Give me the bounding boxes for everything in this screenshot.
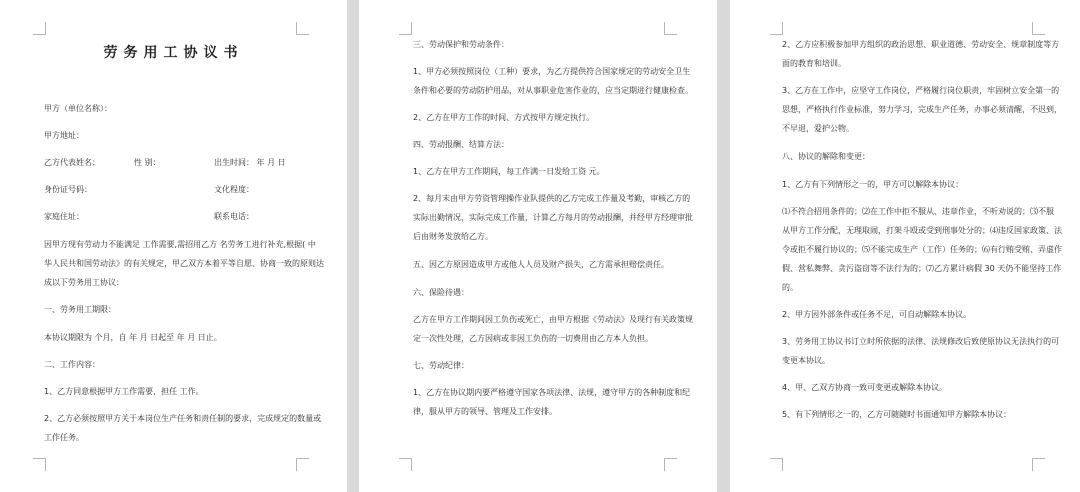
text-line: 本协议期限为 个月，自 年 月 日起至 年 月 日止。	[44, 333, 222, 342]
text-line: 2、乙方必须按照甲方关于本岗位生产任务和责任制的要求，完成规定的数量或	[44, 414, 322, 423]
text-line: 性 别：	[134, 158, 161, 167]
document-page-3	[730, 0, 1080, 492]
crop-mark-top-left	[770, 22, 783, 35]
crop-mark-bottom-right	[296, 458, 309, 471]
text-line: 乙方在甲方工作期间因工负伤或死亡，由甲方根据《劳动法》及现行有关政策规	[413, 315, 693, 324]
text-line: 1、甲方必须按照岗位（工种）要求，为乙方提供符合国家规定的劳动安全卫生	[413, 67, 691, 76]
crop-mark-top-right	[296, 22, 309, 35]
text-line: 令或拒不履行协议的；⑸不能完成生产（工作）任务的；⑹有行贿受贿、弄虚作	[782, 245, 1062, 254]
text-line: 四、劳动报酬、结算方法：	[413, 140, 509, 149]
text-line: 因甲方现有劳动力不能满足 工作需要,需招用乙方 名劳务工进行补充,根据( 中	[44, 240, 316, 249]
text-line: 文化程度：	[214, 185, 254, 194]
text-line: 甲方地址：	[44, 131, 84, 140]
text-line: 变更本协议。	[782, 356, 830, 365]
text-line: 三、劳动保护和劳动条件：	[413, 40, 509, 49]
crop-mark-top-right	[1032, 22, 1045, 35]
crop-mark-top-left	[33, 22, 46, 35]
text-line: 4、甲、乙双方协商一致可变更或解除本协议。	[782, 383, 948, 392]
text-line: 出生时间： 年 月 日	[214, 158, 286, 167]
text-line: 华人民共和国劳动法》的有关规定，甲乙双方本着平等自愿、协商一致的原则达	[44, 259, 324, 268]
text-line: 不早退，爱护公物。	[782, 124, 854, 133]
crop-mark-bottom-left	[770, 458, 783, 471]
text-line: 2、每月末由甲方劳资管理操作业队提供的乙方完成工作量及考勤，审核乙方的	[413, 194, 691, 203]
document-page-2	[359, 0, 717, 492]
text-line: 二、工作内容：	[44, 360, 100, 369]
text-line: 六、保险待遇：	[413, 288, 469, 297]
text-line: 后由财务发放给乙方。	[413, 232, 493, 241]
text-line: 3、劳务用工协议书订立时所依据的法律、法规修改后致使原协议无法执行的可	[782, 337, 1060, 346]
text-line: 乙方代表姓名：	[44, 158, 100, 167]
text-line: 家庭住址：	[44, 212, 84, 221]
text-line: 思想，严格执行作业标准，努力学习，完成生产任务，办事必须清醒，不迟到，	[782, 105, 1062, 114]
text-line: 八、协议的解除和变更：	[782, 152, 870, 161]
text-line: 一、劳务用工期限：	[44, 305, 116, 314]
text-line: 面的教育和培训。	[782, 59, 846, 68]
document-title: 劳务用工协议书	[103, 45, 244, 61]
crop-mark-top-right	[664, 22, 677, 35]
text-line: ⑴不符合招用条件的；⑵在工作中拒不服从、违章作业，不听劝说的；⑶不服	[782, 207, 1054, 216]
text-line: 假、营私舞弊、贪污盗窃等不法行为的；⑺乙方累计病假 30 天仍不能坚持工作	[782, 264, 1062, 273]
text-line: 2、甲方因外部条件或任务不足，可自动解除本协议。	[782, 310, 972, 319]
document-page-1	[0, 0, 347, 492]
crop-mark-bottom-left	[399, 458, 412, 471]
text-line: 条件和必要的劳动防护用品，对从事职业危害作业的，应当定期进行健康检查。	[413, 86, 693, 95]
text-line: 3、乙方在工作中，应坚守工作岗位，严格履行岗位职责，牢固树立安全第一的	[782, 86, 1060, 95]
crop-mark-top-left	[399, 22, 412, 35]
text-line: 1、乙方同意根据甲方工作需要，担任 工作。	[44, 387, 204, 396]
text-line: 2、乙方应积极参加甲方组织的政治思想、职业道德、劳动安全、规章制度等方	[782, 40, 1060, 49]
text-line: 成以下劳务用工协议：	[44, 278, 124, 287]
text-line: 工作任务。	[44, 433, 84, 442]
text-line: 律，服从甲方的领导、管理及工作安排。	[413, 407, 557, 416]
text-line: 从甲方工作分配，无理取闹，打架斗殴或受到刑事处分的；⑷违反国家政策、法	[782, 226, 1062, 235]
crop-mark-bottom-right	[1032, 458, 1045, 471]
text-line: 定一次性处理，乙方因病或非因工负伤的一切费用由乙方本人负担。	[413, 334, 653, 343]
text-line: 实际出勤情况，实际完成工作量，计算乙方每月的劳动报酬，并经甲方经理审批	[413, 213, 693, 222]
text-line: 联系电话：	[214, 212, 254, 221]
text-line: 1、乙方有下列情形之一的，甲方可以解除本协议：	[782, 180, 964, 189]
text-line: 身份证号码：	[44, 185, 92, 194]
text-line: 五、因乙方原因造成甲方或他人人员及财产损失，乙方需承担赔偿责任。	[413, 260, 669, 269]
text-line: 甲方（单位名称）：	[44, 104, 112, 113]
text-line: 2、乙方在甲方工作的时间、方式按甲方规定执行。	[413, 113, 595, 122]
crop-mark-bottom-right	[664, 458, 677, 471]
text-line: 的。	[782, 283, 798, 292]
text-line: 5、有下列情形之一的，乙方可随随时书面通知甲方解除本协议：	[782, 410, 1012, 419]
text-line: 1、乙方在协议期内要严格遵守国家各项法律、法规，遵守甲方的各种制度和纪	[413, 388, 691, 397]
crop-mark-bottom-left	[33, 458, 46, 471]
text-line: 七、劳动纪律：	[413, 361, 469, 370]
text-line: 1、乙方在甲方工作期间，每工作满一日发给工资 元。	[413, 167, 605, 176]
